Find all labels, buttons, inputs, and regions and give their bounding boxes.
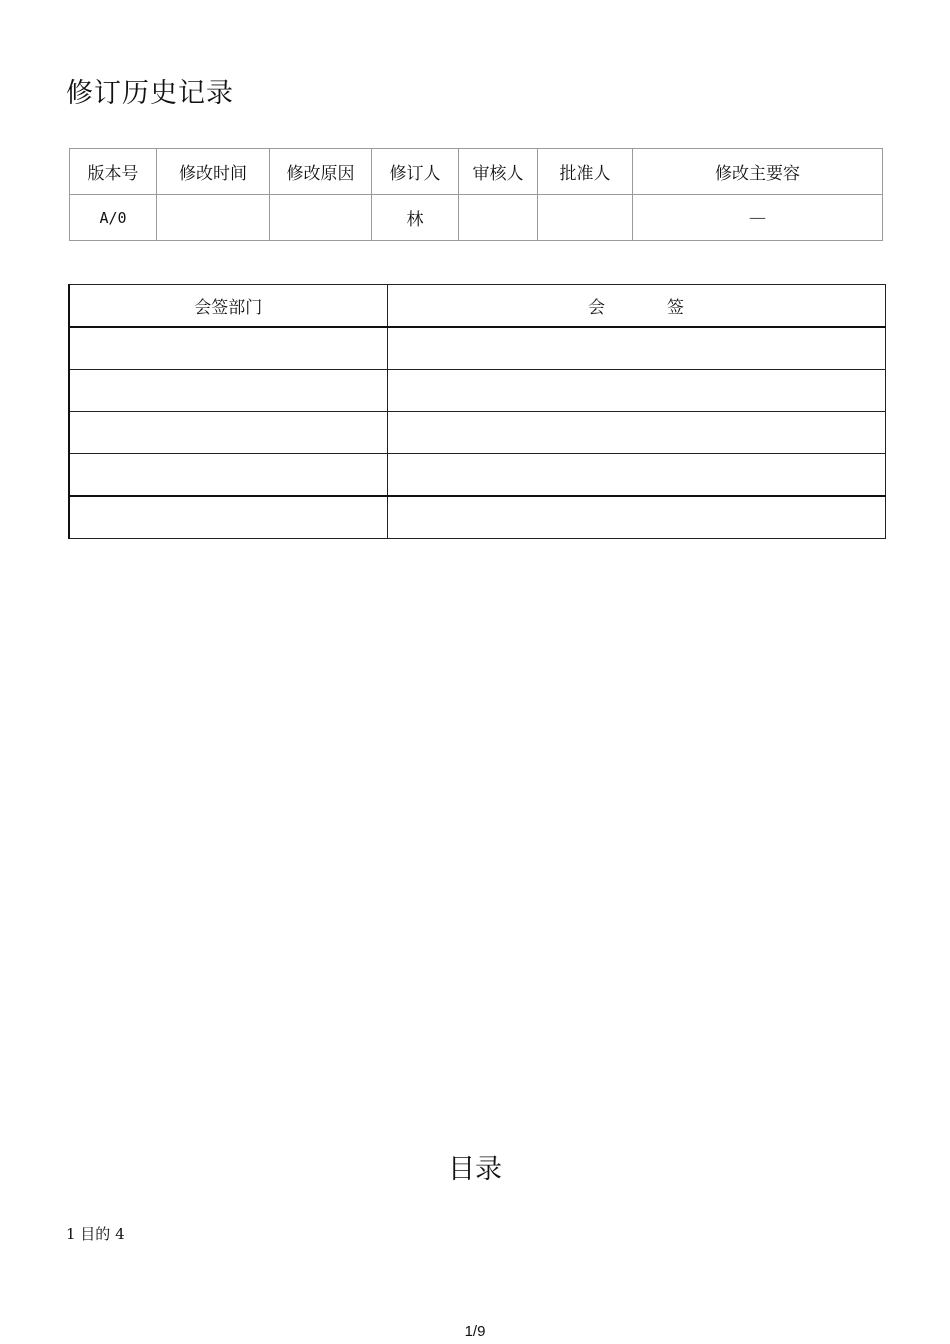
table-row bbox=[69, 454, 885, 497]
cell-department bbox=[69, 496, 387, 539]
cell-department bbox=[69, 370, 387, 412]
cell-modify-reason bbox=[270, 195, 372, 241]
cell-signature bbox=[387, 496, 885, 539]
cell-department bbox=[69, 327, 387, 370]
toc-title: 目录 bbox=[448, 1154, 502, 1185]
cell-reviser: 林 bbox=[372, 195, 459, 241]
cell-version: A/0 bbox=[70, 195, 157, 241]
table-row bbox=[70, 195, 883, 241]
header-version: 版本号 bbox=[70, 149, 157, 195]
cell-signature bbox=[387, 327, 885, 370]
cell-signature bbox=[387, 412, 885, 454]
cell-main-content: — bbox=[633, 195, 883, 241]
cell-signature bbox=[387, 370, 885, 412]
countersign-table bbox=[68, 284, 886, 539]
cell-department bbox=[69, 412, 387, 454]
page-title: 修订历史记录 bbox=[66, 78, 234, 109]
revision-history-table bbox=[69, 148, 883, 241]
cell-reviewer bbox=[459, 195, 538, 241]
header-modify-time: 修改时间 bbox=[157, 149, 270, 195]
countersign-header-row bbox=[69, 285, 885, 328]
header-reviewer: 审核人 bbox=[459, 149, 538, 195]
header-approver: 批准人 bbox=[538, 149, 633, 195]
cell-department bbox=[69, 454, 387, 497]
cell-signature bbox=[387, 454, 885, 497]
header-signature-first: 会 bbox=[588, 298, 605, 318]
header-reviser: 修订人 bbox=[372, 149, 459, 195]
cell-modify-time bbox=[157, 195, 270, 241]
table-row bbox=[69, 496, 885, 539]
header-signature bbox=[387, 285, 885, 328]
header-department: 会签部门 bbox=[69, 285, 387, 328]
page-number: 1/9 bbox=[464, 1323, 486, 1340]
table-row bbox=[69, 412, 885, 454]
header-signature-second: 签 bbox=[667, 298, 684, 318]
toc-item[interactable]: 1 目的 4 bbox=[66, 1225, 125, 1243]
table-row bbox=[69, 370, 885, 412]
revision-header-row bbox=[70, 149, 883, 195]
header-modify-reason: 修改原因 bbox=[270, 149, 372, 195]
table-row bbox=[69, 327, 885, 370]
cell-approver bbox=[538, 195, 633, 241]
header-main-content: 修改主要容 bbox=[633, 149, 883, 195]
